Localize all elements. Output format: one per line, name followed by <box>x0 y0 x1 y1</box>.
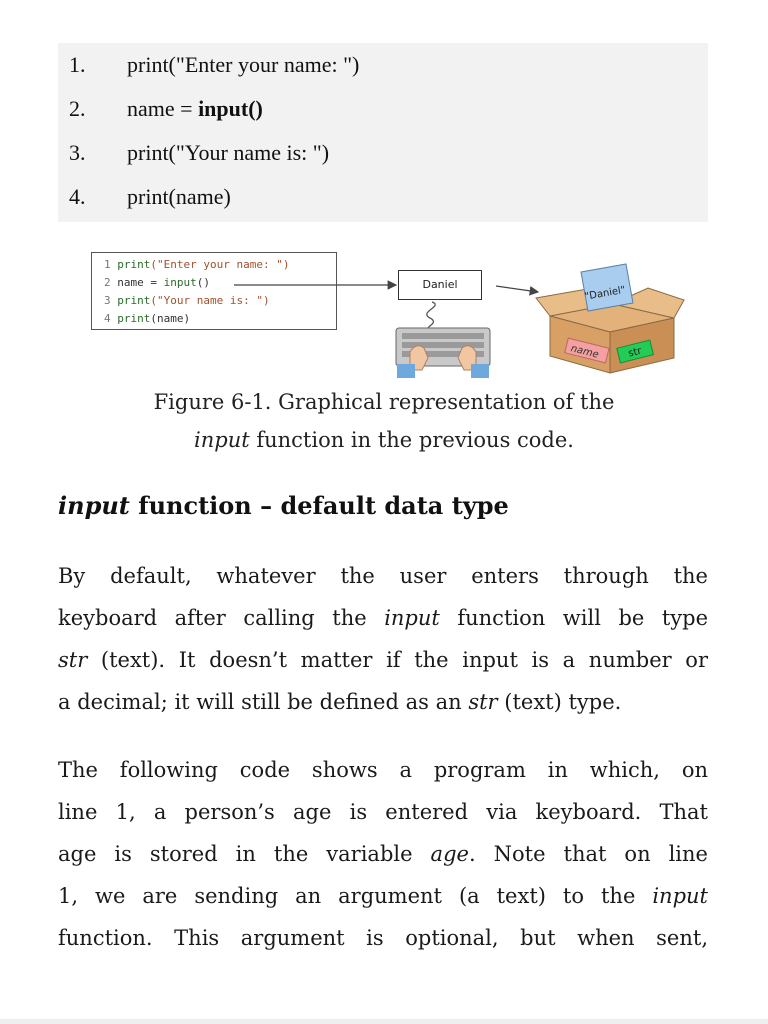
italic-text: str <box>468 690 498 714</box>
caption-italic: input <box>194 428 250 452</box>
text: 1, we are sending an argument (a text) to the <box>58 884 653 908</box>
label-type-text: str <box>627 345 643 360</box>
mini-string: ("Enter your name: ") <box>150 258 290 271</box>
mini-text: (name) <box>150 312 191 325</box>
mini-string: ("Your name is: ") <box>150 294 270 307</box>
figure-illustration <box>88 248 688 383</box>
paragraph-2-line-3 <box>58 842 708 884</box>
heading-rest: function – default data type <box>129 491 509 520</box>
line-number: 1. <box>69 52 86 77</box>
mini-line-num: 3 <box>104 294 111 307</box>
mini-line-num: 2 <box>104 276 111 289</box>
figure-6-1 <box>88 248 688 383</box>
paragraph-1-line-2 <box>58 606 708 648</box>
code-text: print("Enter your name: ") <box>127 52 360 77</box>
arrow-to-variable-icon <box>496 286 538 292</box>
section-heading <box>58 491 509 520</box>
mini-keyword: print <box>117 258 151 271</box>
label-name-text: name <box>569 343 600 361</box>
line-number: 4. <box>69 184 86 209</box>
text: (text) type. <box>497 690 622 714</box>
figure-caption-line-1: Figure 6-1. Graphical representation of the <box>153 390 615 414</box>
mini-line-num: 1 <box>104 258 111 271</box>
caption-rest: function in the previous code. <box>249 428 574 452</box>
code-text: print(name) <box>127 184 231 209</box>
mini-text: name = <box>117 276 164 289</box>
line-number: 2. <box>69 96 86 121</box>
italic-text: input <box>384 606 440 630</box>
mini-keyword: input <box>163 276 197 289</box>
line-number: 3. <box>69 140 86 165</box>
page-bottom-edge <box>0 1019 768 1024</box>
code-text <box>127 87 263 131</box>
mini-line-num: 4 <box>104 312 111 325</box>
italic-text: input <box>652 884 708 908</box>
code-text-bold: input() <box>198 96 263 121</box>
text: (text). It doesn’t matter if the input is a number or <box>87 648 708 672</box>
mini-text: () <box>196 276 210 289</box>
code-text: print("Your name is: ") <box>127 140 330 165</box>
paragraph-1-line-3 <box>58 648 708 690</box>
text: function will be type <box>439 606 709 630</box>
italic-text: str <box>58 648 88 672</box>
text: . Note that on line <box>468 842 708 866</box>
figure-caption-line-2 <box>0 428 768 452</box>
keyboard-icon <box>396 328 490 378</box>
typed-value-box: Daniel <box>398 270 482 300</box>
card-value-text: "Daniel" <box>583 284 627 303</box>
italic-text: age <box>430 842 469 866</box>
code-listing <box>58 43 708 222</box>
variable-box-icon <box>536 264 684 373</box>
paragraph-2-line-1: The following code shows a program in which, on <box>58 758 708 782</box>
paragraph-2-line-5: function. This argument is optional, but when sent, <box>58 926 708 950</box>
paragraph-1-line-1: By default, whatever the user enters through the <box>58 564 708 588</box>
text: keyboard after calling the <box>58 606 385 630</box>
text: a decimal; it will still be defined as an <box>58 690 469 714</box>
text: age is stored in the variable <box>58 842 431 866</box>
mini-keyword: print <box>117 294 151 307</box>
mini-keyword: print <box>117 312 151 325</box>
paragraph-1-line-4 <box>58 690 708 732</box>
paragraph-2-line-4 <box>58 884 708 926</box>
paragraph-2-line-2: line 1, a person’s age is entered via keyboard. That <box>58 800 708 824</box>
heading-italic: input <box>58 491 130 520</box>
code-text-prefix: name = <box>127 96 199 121</box>
